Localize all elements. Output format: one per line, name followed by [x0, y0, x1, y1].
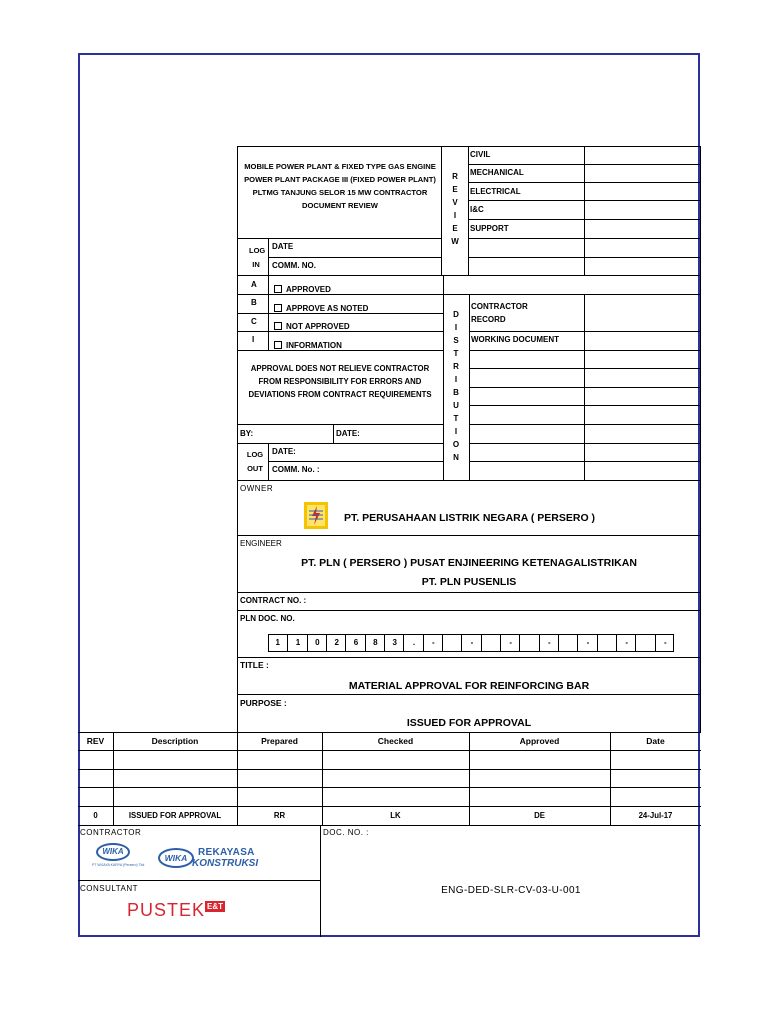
- engineer-line1: PT. PLN ( PERSERO ) PUSAT ENJINEERING KETENAGALISTRIKAN: [301, 557, 637, 569]
- not-approved-checkbox[interactable]: [274, 322, 282, 330]
- information-label: INFORMATION: [286, 341, 342, 350]
- distribution-vertical: D I S T R I B U T I O N: [452, 310, 460, 462]
- review-item-support: SUPPORT: [470, 224, 509, 233]
- document-title: MATERIAL APPROVAL FOR REINFORCING BAR: [348, 680, 590, 692]
- rev-cell-approved: DE: [534, 811, 545, 820]
- status-code-b: B: [251, 298, 257, 307]
- pln-doc-digit-box: [481, 634, 501, 652]
- rev-header-checked: Checked: [377, 736, 414, 746]
- owner-name: PT. PERUSAHAAN LISTRIK NEGARA ( PERSERO ): [344, 512, 596, 524]
- information-checkbox[interactable]: [274, 341, 282, 349]
- working-document-label: WORKING DOCUMENT: [471, 335, 559, 344]
- pln-doc-label: PLN DOC. NO.: [240, 614, 295, 623]
- by-label: BY:: [240, 429, 254, 438]
- review-item-ic: I&C: [470, 205, 484, 214]
- doc-no-value: ENG-DED-SLR-CV-03-U-001: [441, 885, 581, 896]
- rev-header-prepared: Prepared: [261, 736, 298, 746]
- rev-header-approved: Approved: [519, 736, 560, 746]
- status-code-a: A: [251, 280, 257, 289]
- rev-cell-checked: LK: [390, 811, 401, 820]
- rev-cell-date: 24-Jul-17: [638, 811, 673, 820]
- login-comm-label: COMM. NO.: [272, 261, 316, 270]
- consultant-label: CONSULTANT: [80, 884, 139, 893]
- owner-label: OWNER: [240, 484, 274, 493]
- logout-comm-label: COMM. No. :: [272, 465, 320, 474]
- pln-doc-digit-box: [597, 634, 617, 652]
- rev-cell-rev: 0: [93, 811, 98, 820]
- pln-doc-digit-box: -: [655, 634, 675, 652]
- approve-as-noted-checkbox[interactable]: [274, 304, 282, 312]
- pln-doc-digit-box: .: [403, 634, 423, 652]
- rev-cell-description: ISSUED FOR APPROVAL: [128, 811, 222, 820]
- pln-doc-digit-box: -: [577, 634, 597, 652]
- contractor-record-label: CONTRACTOR RECORD: [471, 302, 528, 324]
- engineer-label: ENGINEER: [240, 539, 282, 548]
- approval-disclaimer: APPROVAL DOES NOT RELIEVE CONTRACTOR FROM RESPONSIBILITY FOR ERRORS AND DEVIATIONS FROM CONTRACT REQUIREMENTS: [248, 364, 432, 399]
- pln-doc-digit-box: -: [461, 634, 481, 652]
- wika-logo: WIKA PT WIJAYA KARYA (Persero) Tbk: [92, 843, 144, 873]
- review-vertical: R E V I E W: [451, 172, 459, 246]
- form-title: MOBILE POWER PLANT & FIXED TYPE GAS ENGINE POWER PLANT PACKAGE III (FIXED POWER PLANT) PLTMG TANJUNG SELOR 15 MW CONTRACTOR DOCUMENT REVIEW: [244, 162, 436, 210]
- pln-doc-digit-box: 1: [287, 634, 307, 652]
- pln-doc-digit-box: -: [539, 634, 559, 652]
- engineer-line2: PT. PLN PUSENLIS: [421, 576, 517, 588]
- approve-as-noted-label: APPROVE AS NOTED: [286, 304, 369, 313]
- doc-no-label: DOC. NO. :: [323, 828, 369, 837]
- pln-doc-digit-box: 2: [326, 634, 346, 652]
- review-item-electrical: ELECTRICAL: [470, 187, 521, 196]
- pln-doc-digit-box: [442, 634, 462, 652]
- approved-label: APPROVED: [286, 285, 331, 294]
- pln-doc-digit-box: -: [500, 634, 520, 652]
- rev-header-date: Date: [646, 736, 665, 746]
- contract-no-label: CONTRACT NO. :: [240, 596, 307, 605]
- login-date-label: DATE: [272, 242, 294, 251]
- approved-checkbox[interactable]: [274, 285, 282, 293]
- not-approved-label: NOT APPROVED: [286, 322, 350, 331]
- pln-doc-digit-box: [635, 634, 655, 652]
- contractor-label: CONTRACTOR: [80, 828, 142, 837]
- pln-doc-digit-box: -: [616, 634, 636, 652]
- title-label: TITLE :: [240, 660, 269, 670]
- pln-doc-digit-box: 0: [307, 634, 327, 652]
- rev-cell-prepared: RR: [273, 811, 286, 820]
- pln-doc-digit-box: 8: [365, 634, 385, 652]
- purpose-label: PURPOSE :: [240, 698, 287, 708]
- review-item-civil: CIVIL: [470, 150, 491, 159]
- pln-doc-digit-box: 1: [275, 638, 280, 647]
- pln-doc-digit-box: [558, 634, 578, 652]
- logout-label: LOG OUT: [246, 450, 264, 473]
- rev-header-rev: REV: [86, 736, 105, 746]
- login-label: LOG IN: [249, 246, 266, 269]
- by-date-label: DATE:: [336, 429, 360, 438]
- pln-doc-digit-box: 6: [345, 634, 365, 652]
- rev-header-description: Description: [151, 736, 199, 746]
- pln-logo: [304, 502, 328, 529]
- pustek-logo: PUSTEK E&T: [127, 900, 224, 920]
- status-code-i: I: [252, 335, 255, 344]
- pln-doc-digit-box: 3: [384, 634, 404, 652]
- logout-date-label: DATE:: [272, 447, 296, 456]
- status-code-c: C: [251, 317, 257, 326]
- wika-rekayasa-logo: WIKA REKAYASA KONSTRUKSI: [158, 845, 274, 873]
- pln-doc-digit-box: -: [423, 634, 443, 652]
- purpose-value: ISSUED FOR APPROVAL: [406, 717, 532, 729]
- review-item-mechanical: MECHANICAL: [470, 168, 524, 177]
- pln-doc-digit-box: [519, 634, 539, 652]
